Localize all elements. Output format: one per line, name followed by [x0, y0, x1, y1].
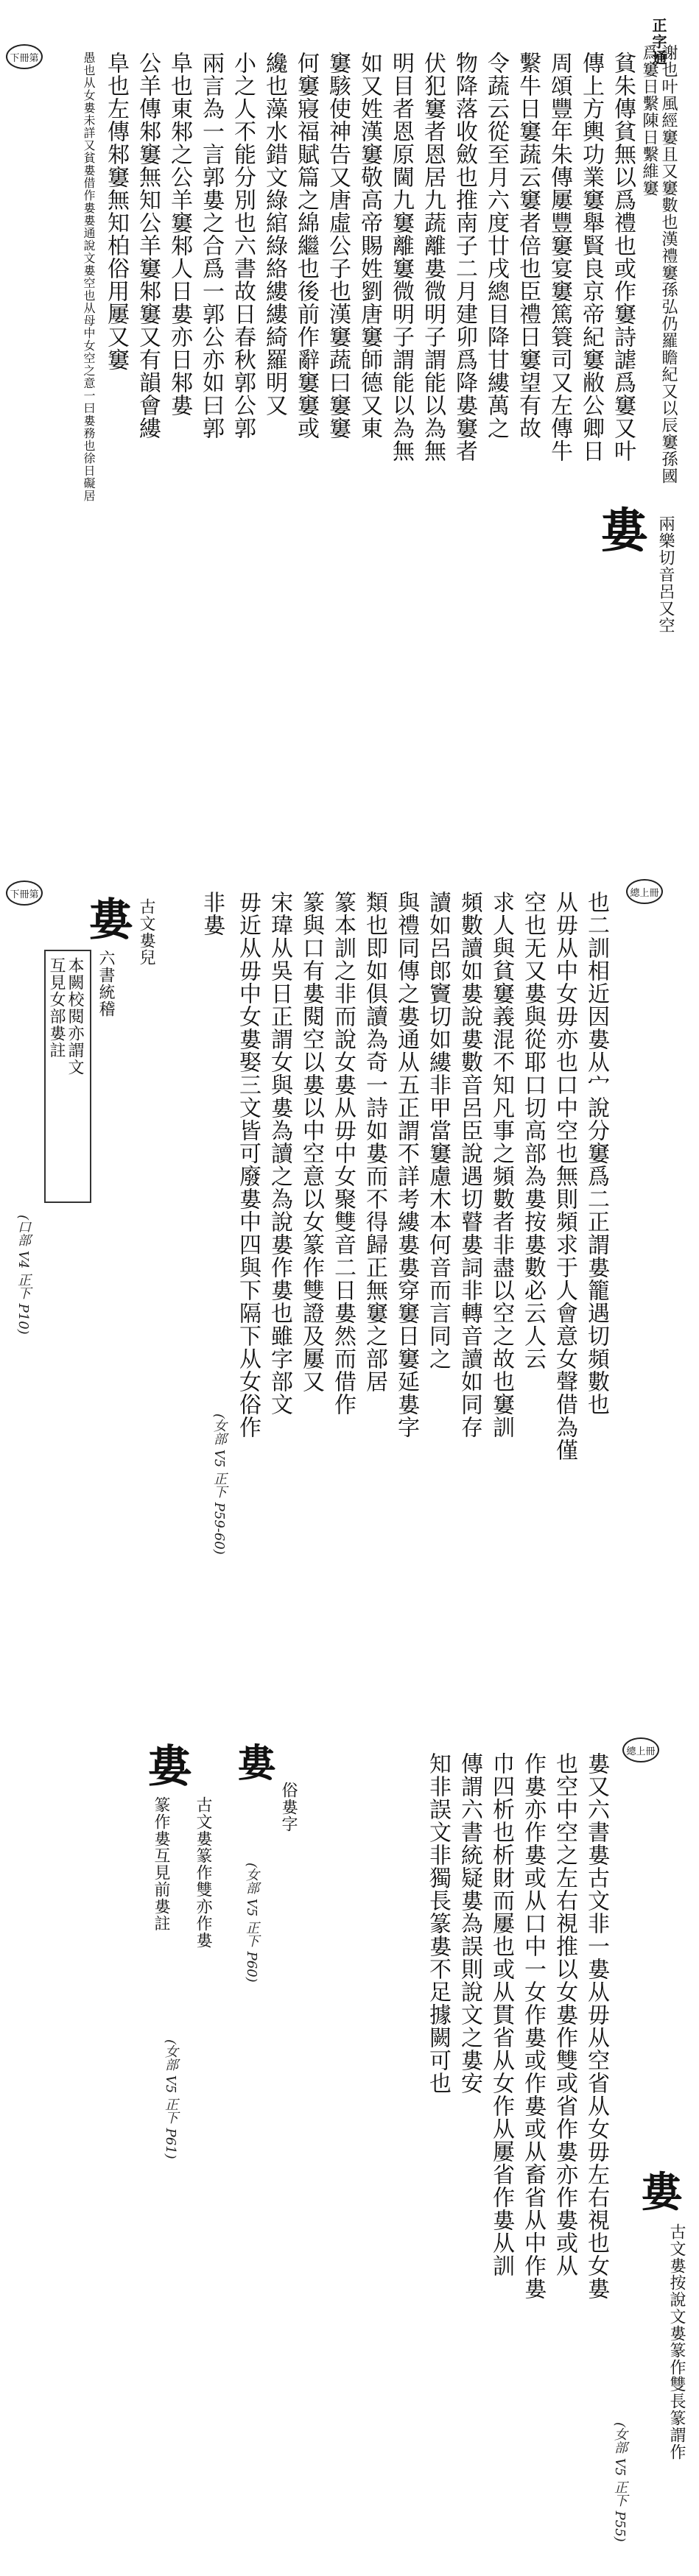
reference-note: (女部 V5 正下 P60): [244, 1863, 259, 1983]
glyph-label: 古文婁按說文婁篆作雙長篆謂作: [667, 2223, 686, 2460]
variant-glyph: 婁: [88, 894, 133, 946]
text-column: 从毋从中女毋亦也口中空也無則頻求于人會意女聲借為僅: [552, 891, 577, 1461]
text-column: 纔也藻水錯文綠綰綠絡縷縷綺羅明又: [261, 52, 287, 417]
text-column: 求人與貧窶義混不知凡事之頻數者非盡以空之故也窶訓: [488, 891, 514, 1439]
source-title: 六書統稽: [96, 950, 115, 1017]
text-column: 篆與口有婁閱空以婁以中空意以女篆作雙證及屢又: [298, 891, 324, 1393]
side-note: 謝也叶風經窶且又窶數也漢禮窶孫弘仍羅瞻紀又以辰窶孫國爲窶日繫陳日繫維窶: [640, 44, 678, 484]
text-column: 愚也从女婁未詳又貧婁借作婁婁通說文婁空也从母中女空之意一曰婁務也徐日礙居: [82, 52, 96, 502]
text-column: 繫牛日窶蔬云窶者倍也臣禮日窶望有故: [515, 52, 541, 440]
text-column: 窶駭使神告又唐虛公子也漢窶蔬曰窶窶: [325, 52, 351, 440]
glyph-label: 篆作婁互見前婁註: [152, 1796, 170, 1932]
page-tab-right: 總上冊: [622, 1737, 659, 1762]
text-column: 何窶寢福賦篇之綿繼也後前作辭窶窶或: [293, 52, 319, 440]
variant-glyph: 婁: [147, 1741, 192, 1793]
text-column: 頻數讀如婁說婁數音呂臣說遇切瞽婁詞非轉音讀如同存: [457, 891, 482, 1439]
boxed-note-line: 本闕校閱亦謂文: [66, 957, 84, 1076]
page-header: 正字通: [650, 18, 667, 66]
page-tab-right: 總上冊: [626, 879, 663, 904]
boxed-note-line: 互見女部婁註: [47, 957, 66, 1059]
page-tab-left: 下冊第: [6, 44, 43, 69]
text-column: 如又姓漢窶敬高帝賜姓劉唐窶師德又東: [356, 52, 382, 440]
dictionary-page-3: [0, 1715, 699, 2576]
glyph-label: 古文婁兒: [137, 898, 155, 966]
text-column: 知非誤文非獨長篆婁不足據闕可也: [425, 1752, 451, 2095]
text-column: 貧朱傳貧無以爲禮也或作窶詩謔爲窶又叶: [610, 52, 636, 462]
text-column: 阜也東邾之公羊窶邾人日婁亦日邾婁: [166, 52, 192, 417]
reference-note: (女部 V5 正下 P61): [163, 2039, 178, 2159]
reference-note: (女部 V5 正下 P55): [612, 2422, 628, 2542]
text-column: 非婁: [199, 891, 225, 936]
text-column: 作婁亦作婁或从口中一女作婁或作婁或从畜省从中作婁: [520, 1752, 546, 2300]
text-column: 兩言為一言郭婁之合爲一郭公亦如曰郭: [198, 52, 224, 440]
text-column: 令蔬云從至月六度廿戌總目降甘縷萬之: [483, 52, 509, 440]
text-column: 與禮同傳之婁通从五正謂不詳考縷婁婁穿窶日窶延婁字: [393, 891, 419, 1439]
dictionary-page-2: [0, 847, 699, 1715]
text-column: 明目者恩原閫九窶離窶微明子謂能以為無: [388, 52, 414, 462]
text-column: 物降落收斂也推南子二月建卯爲降婁窶者: [452, 52, 477, 462]
glyph-label: 俗婁字: [279, 1782, 298, 1832]
text-column: 公羊傳邾窶無知公羊窶邾窶又有韻會縷: [135, 52, 161, 440]
text-column: 伏犯窶者恩居九蔬離婁微明子謂能以為無: [420, 52, 446, 462]
variant-glyph: 婁: [237, 1741, 276, 1786]
reference-note: (口部 V4 正下 P10): [15, 1215, 31, 1335]
text-column: 周頌豐年朱傳屢豐窶宴窶篤簑司又左傳牛: [547, 52, 572, 462]
text-column: 篆本訓之非而說女婁从毋中女聚雙音二日婁然而借作: [330, 891, 356, 1416]
text-column: 傳謂六書統疑婁為誤則說文之婁安: [457, 1752, 482, 2095]
text-column: 也空中空之左右視推以女婁作雙或省作婁亦作婁或从: [552, 1752, 577, 2277]
pronunciation-note: 兩樂切音呂又空: [656, 515, 675, 634]
page-tab-left: 下冊第: [6, 881, 43, 906]
variant-glyph: 婁: [641, 2168, 682, 2217]
glyph-label: 古文婁篆作雙亦作婁: [194, 1796, 212, 1949]
text-column: 傳上方輿功業窶舉賢良京帝紀窶敝公卿日: [578, 52, 604, 462]
text-column: 類也即如俱讀為奇一詩如婁而不得歸正無窶之部居: [362, 891, 387, 1393]
dictionary-page-1: [0, 0, 699, 847]
text-column: 婁又六書婁古文非一婁从毋从空省从女毋左右視也女婁: [583, 1752, 609, 2300]
text-column: 空也无又婁與從耶口切高部為婁按婁數必云人云: [520, 891, 546, 1370]
text-column: 宋瑋从吳日正謂女與婁為讀之為說婁作婁也雖字部文: [267, 891, 292, 1416]
text-column: 阜也左傳邾窶無知柏俗用屢又窶: [103, 52, 129, 371]
reference-note: (女部 V5 正下 P59-60): [211, 1414, 227, 1555]
text-column: 小之人不能分別也六書故日春秋郭公郭: [230, 52, 256, 440]
text-column: 毋近从毋中女婁娶三文皆可廢婁中四與下隔下从女俗作: [235, 891, 261, 1439]
text-column: 也二訓相近因婁从宀說分窶爲二正謂婁籠遇切頻數也: [583, 891, 609, 1416]
entry-headword: 婁: [600, 504, 647, 559]
text-column: 巾四析也析財而屢也或从貫省从女作从屢省作婁从訓: [488, 1752, 514, 2277]
text-column: 讀如呂郎竇切如縷非甲當窶慮木本何音而言同之: [425, 891, 451, 1370]
